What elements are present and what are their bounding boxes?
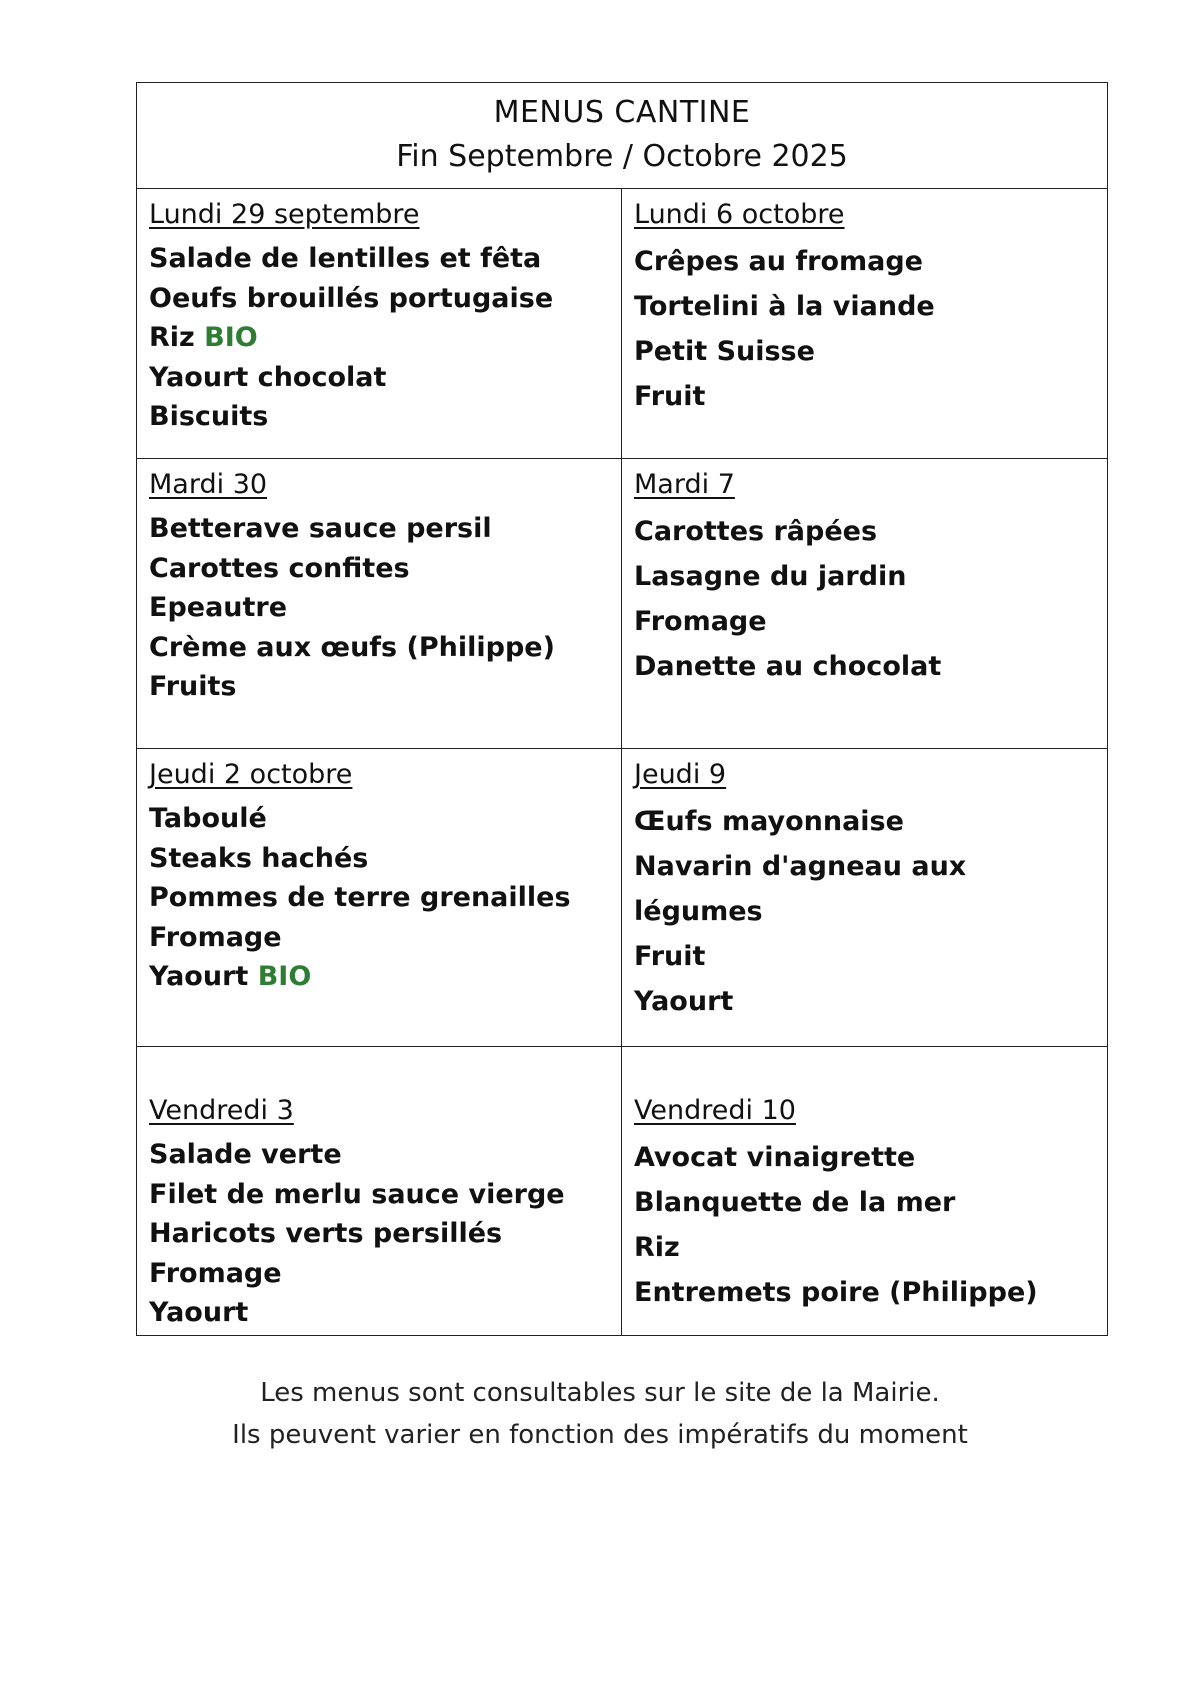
menu-item: Betterave sauce persil: [149, 513, 492, 544]
menu-item: Haricots verts persillés: [149, 1218, 503, 1249]
day-label: Mardi 7: [634, 469, 735, 500]
menu-item: Œufs mayonnaise: [634, 806, 904, 837]
menu-item: Entremets poire (Philippe): [634, 1277, 1038, 1308]
footer-note: [0, 1372, 1200, 1456]
menu-item: Fruits: [149, 671, 237, 702]
menu-item-text: Riz: [149, 322, 195, 353]
menu-item: Avocat vinaigrette: [634, 1142, 916, 1173]
day-cell-lundi-6: [622, 189, 1107, 458]
week-row-thursday: [137, 749, 1107, 1047]
menu-item: Filet de merlu sauce vierge: [149, 1178, 565, 1210]
menu-item-text: Yaourt: [149, 961, 249, 992]
menu-item: Navarin d'agneau aux légumes: [634, 851, 967, 927]
menu-item: Carottes confites: [149, 552, 410, 584]
day-label: Vendredi 3: [149, 1095, 294, 1126]
week-row-tuesday: [137, 459, 1107, 749]
week-row-friday: [137, 1047, 1107, 1335]
day-cell-jeudi-9: [622, 749, 1107, 1046]
bio-badge: BIO: [204, 322, 258, 353]
bio-badge: BIO: [257, 961, 312, 992]
menu-item: Fruit: [634, 381, 706, 412]
menu-item: Fromage: [149, 921, 282, 953]
menu-item: Biscuits: [149, 401, 269, 432]
page-title: MENUS CANTINE: [493, 95, 751, 130]
menu-item: Yaourt: [634, 986, 734, 1017]
menu-item: Yaourt chocolat: [149, 361, 387, 393]
menu-item: Crêpes au fromage: [634, 246, 923, 277]
footer-line: Les menus sont consultables sur le site de la Mairie.: [260, 1378, 940, 1408]
day-cell-mardi-7: [622, 459, 1107, 748]
menu-item: Taboulé: [149, 803, 267, 834]
menu-header: [137, 83, 1107, 189]
menu-item: Yaourt: [149, 1297, 249, 1328]
menu-item: Fromage: [149, 1257, 282, 1289]
page-subtitle: Fin Septembre / Octobre 2025: [396, 139, 848, 174]
menu-item: Lasagne du jardin: [634, 561, 907, 592]
menu-item: Salade de lentilles et fêta: [149, 243, 542, 274]
day-label: Jeudi 9: [634, 759, 727, 790]
menu-item: Danette au chocolat: [634, 651, 942, 682]
menu-item: Riz: [634, 1232, 680, 1263]
day-cell-mardi-30: [137, 459, 622, 748]
day-cell-vendredi-3: [137, 1047, 622, 1335]
menu-item: Salade verte: [149, 1139, 342, 1170]
menu-table: [136, 82, 1108, 1336]
menu-item: Fromage: [634, 606, 767, 637]
day-cell-lundi-29: [137, 189, 622, 458]
menu-item: Blanquette de la mer: [634, 1187, 956, 1218]
day-label: Jeudi 2 octobre: [149, 759, 353, 790]
menu-item: Epeautre: [149, 592, 288, 623]
day-label: Lundi 6 octobre: [634, 199, 845, 230]
menu-item: Oeufs brouillés portugaise: [149, 282, 554, 314]
menu-item: Steaks hachés: [149, 842, 369, 874]
footer-line: Ils peuvent varier en fonction des impératifs du moment: [232, 1420, 968, 1450]
menu-item: Fruit: [634, 941, 706, 972]
day-cell-vendredi-10: [622, 1047, 1107, 1335]
day-label: Lundi 29 septembre: [149, 199, 420, 230]
week-row-monday: [137, 189, 1107, 459]
menu-item: [149, 957, 609, 997]
day-label: Vendredi 10: [634, 1095, 796, 1126]
day-label: Mardi 30: [149, 469, 268, 500]
menu-item: Crème aux œufs (Philippe): [149, 631, 555, 663]
day-cell-jeudi-2: [137, 749, 622, 1046]
menu-item: Tortelini à la viande: [634, 291, 935, 322]
menu-item: Pommes de terre grenailles: [149, 882, 571, 913]
menu-item: Carottes râpées: [634, 516, 878, 547]
menu-item: Petit Suisse: [634, 336, 815, 367]
menu-item: [149, 318, 609, 358]
